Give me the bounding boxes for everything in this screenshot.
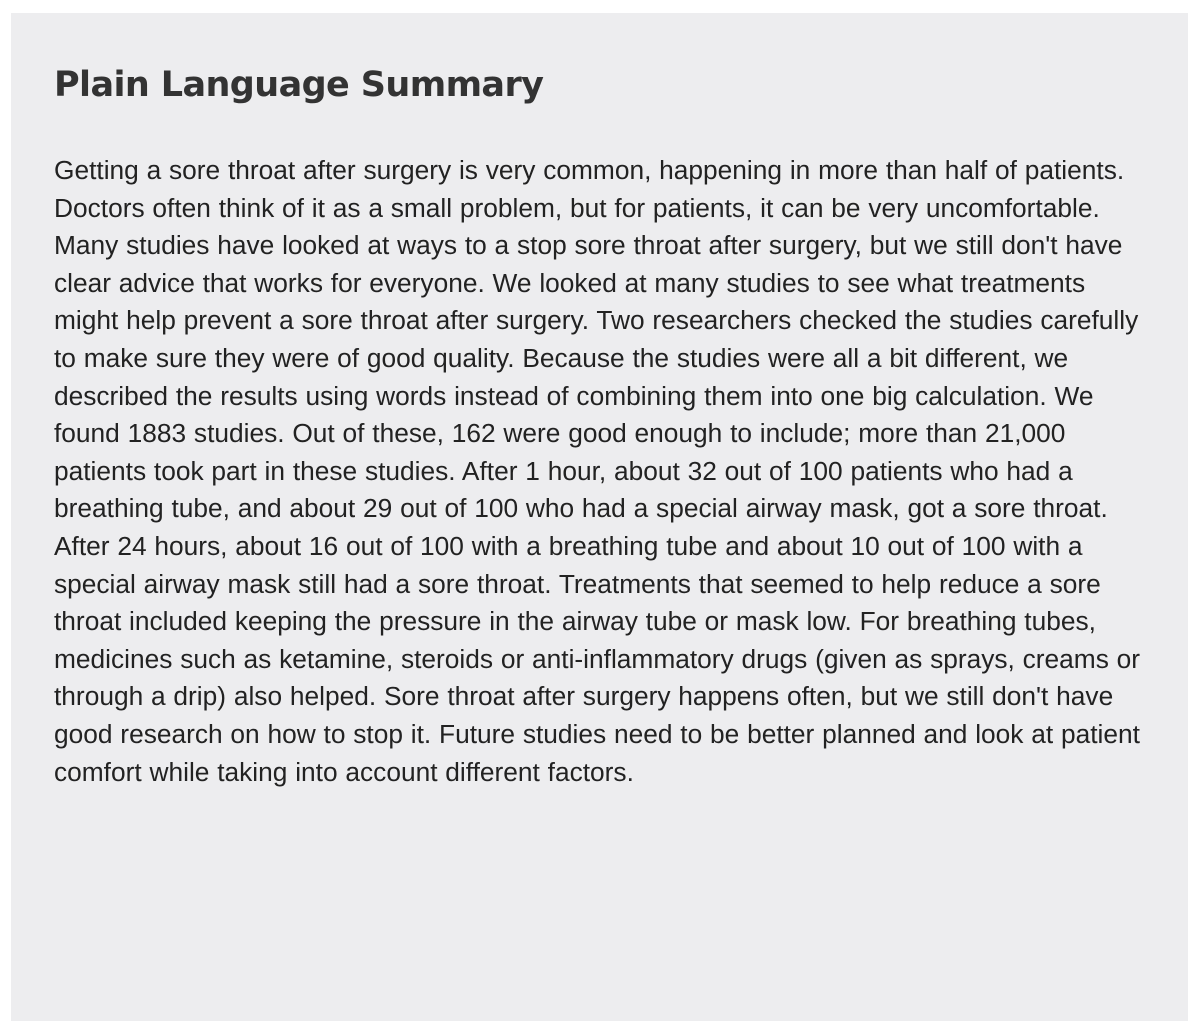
summary-body: Getting a sore throat after surgery is very common, happening in more than half of patients. Doctors often think of it as a small problem, but for patients, it can be very uncomfortable. Many studies have looked at ways to a stop sore throat after surgery, but we still don't have clear advice that works for everyone. We looked at many studies to see what treatments might help prevent a sore throat after surgery. Two researchers checked the studies carefully to make sure they were of good quality. Because the studies were all a bit different, we described the results using words instead of combining them into one big calculation. We found 1883 studies. Out of these, 162 were good enough to include; more than 21,000 patients took part in these studies. After 1 hour, about 32 out of 100 patients who had a breathing tube, and about 29 out of 100 who had a special airway mask, got a sore throat. After 24 hours, about 16 out of 100 with a breathing tube and about 10 out of 100 with a special airway mask still had a sore throat. Treatments that seemed to help reduce a sore throat included keeping the pressure in the airway tube or mask low. For breathing tubes, medicines such as ketamine, steroids or anti-inflammatory drugs (given as sprays, creams or through a drip) also helped. Sore throat after surgery happens often, but we still don't have good research on how to stop it. Future studies need to be better planned and look at patient comfort while taking into account different factors.	[54, 155, 1141, 787]
plain-language-summary-panel	[11, 13, 1188, 1021]
summary-title: Plain Language Summary	[54, 65, 544, 105]
